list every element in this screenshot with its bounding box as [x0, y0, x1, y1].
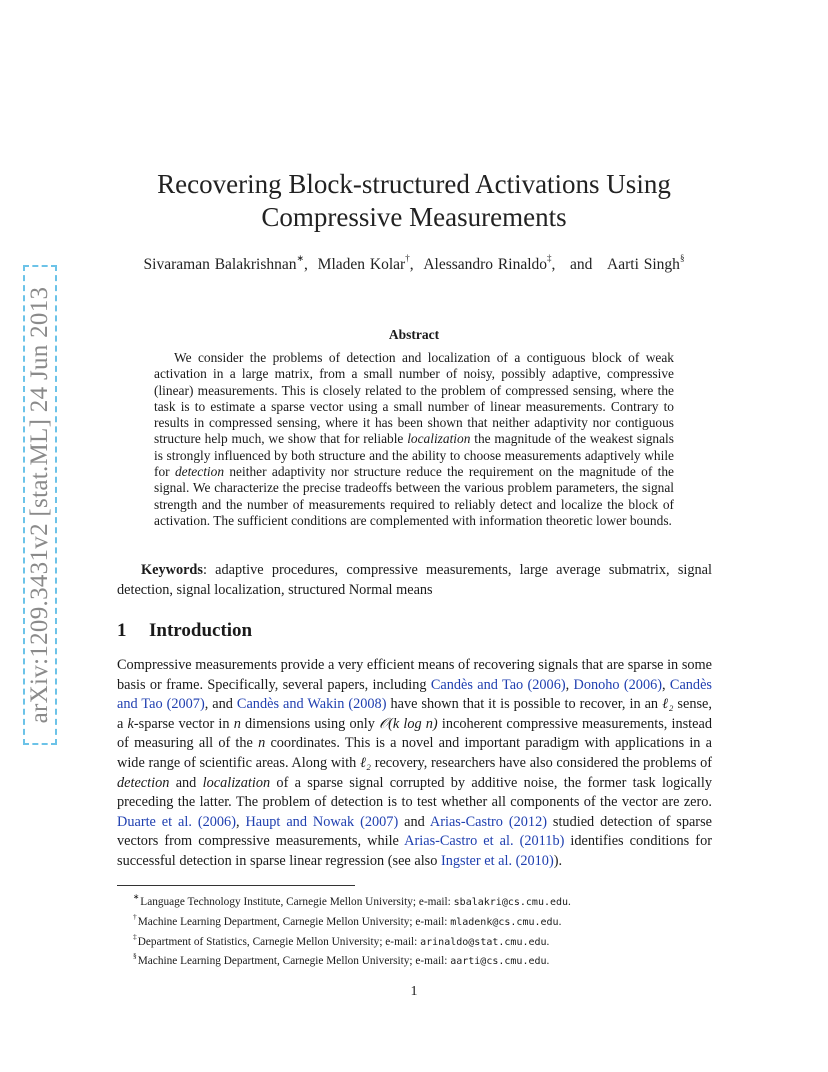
footnote-text: Machine Learning Department, Carnegie Mellon University; e-mail:: [137, 915, 451, 928]
footnote-email[interactable]: arinaldo@stat.cmu.edu: [420, 936, 547, 948]
citation-link[interactable]: Ingster et al. (2010): [440, 852, 554, 869]
abstract-text: We consider the problems of detection and localization of a contiguous block of weak activation in a large matrix, from a small number of noisy, possibly adaptive, compressive (linear) measurements. This is closely related to the problem of compressed sensing, where the task is to estimate a sparse vector using a small number of linear measurements. Contrary to results in compressed sensing, where it has been shown that neither adaptivity nor contiguous structure help much, we show that for reliable: [154, 350, 674, 447]
author-name: Mladen Kolar: [317, 256, 406, 274]
body-text: recovery, researchers have also considered the problems of: [371, 754, 712, 771]
footnote-end: .: [546, 955, 550, 968]
body-text: dimensions using only: [240, 715, 380, 732]
footnote-email[interactable]: aarti@cs.cmu.edu: [450, 956, 547, 968]
math-expression: 𝒪(k log n): [379, 715, 438, 732]
footnote-end: .: [568, 895, 571, 908]
footnote-item: [133, 890, 723, 910]
body-text: , and: [204, 696, 237, 713]
citation-link[interactable]: Candès and Tao (2007): [117, 676, 712, 713]
math-expression: ℓ₂: [359, 754, 372, 771]
citation-link[interactable]: Candès and Wakin (2008): [236, 696, 387, 713]
footnote-mark: ‡: [133, 931, 137, 941]
footnote-divider: [117, 885, 355, 886]
keywords-list: : adaptive procedures, compressive measurements, large average submatrix, signal detection, signal localization, structured Normal means: [117, 562, 712, 598]
footnote-item: [133, 949, 723, 969]
citation-link[interactable]: Candès and Tao (2006): [430, 676, 566, 693]
footnote-end: .: [558, 915, 562, 928]
citation-link[interactable]: Haupt and Nowak (2007): [245, 813, 399, 830]
footnote-mark: ∗: [133, 892, 140, 901]
math-expression: n: [258, 735, 266, 752]
author-list: Sivaraman Balakrishnan∗, Mladen Kolar†, Alessandro Rinaldo‡, and Aarti Singh§: [143, 253, 685, 274]
body-text: coordinates. This is a novel and important paradigm with applications in a wide range of scientific areas. Along with: [117, 735, 712, 771]
abstract-text: neither adaptivity nor structure reduce the requirement on the magnitude of the signal. We characterize the precise tradeoffs between the various problem parameters, the signal strength and the number of measurements required to reliably detect and localize the block of activation. The sufficient conditions are complemented with information theoretic lower bounds.: [154, 464, 674, 528]
math-expression: n: [233, 715, 241, 732]
introduction-paragraph: [117, 656, 712, 872]
keywords-paragraph: [117, 561, 712, 600]
keywords-label: Keywords: [141, 562, 203, 578]
body-text: ).: [553, 852, 563, 869]
author-footnote-mark[interactable]: ‡: [547, 253, 552, 263]
math-expression: k: [127, 715, 134, 732]
body-text: of a sparse signal corrupted by additive noise, the former task logically preceding the latter. The problem of detection is to test whether all components of the vector are zero.: [117, 774, 712, 811]
body-text: have shown that it is possible to recover, in an: [386, 696, 663, 713]
paper-title: [110, 168, 718, 234]
section-heading: [117, 620, 252, 642]
abstract-body: [154, 350, 674, 529]
author-conjunction: and: [570, 256, 593, 274]
footnote-text: Department of Statistics, Carnegie Mellon University; e-mail:: [137, 935, 421, 948]
abstract-emphasis: detection: [174, 464, 225, 480]
citation-link[interactable]: Arias-Castro et al. (2011b): [404, 833, 565, 850]
body-text: Compressive measurements provide a very efficient means of recovering signals that are sparse in some basis or frame. Specifically, several papers, including: [117, 657, 712, 693]
footnote-end: .: [546, 935, 550, 948]
math-expression: ℓ₂: [662, 696, 674, 713]
body-text: incoherent compressive measurements, instead of measuring all of the: [117, 715, 712, 752]
body-text: studied detection of sparse vectors from compressive measurements, while: [117, 813, 712, 850]
footnote-text: Machine Learning Department, Carnegie Mellon University; e-mail:: [137, 955, 451, 968]
citation-link[interactable]: Donoho (2006): [573, 676, 663, 693]
author-name: Aarti Singh: [607, 256, 680, 274]
abstract-emphasis: localization: [407, 431, 471, 447]
footnote-item: [133, 930, 723, 950]
section-title: Introduction: [149, 620, 253, 641]
page-number: 1: [410, 984, 418, 999]
emphasis-text: detection: [117, 774, 170, 791]
arxiv-identifier-stamp: arXiv:1209.3431v2 [stat.ML] 24 Jun 2013: [23, 265, 57, 745]
footnote-email[interactable]: sbalakri@cs.cmu.edu: [453, 896, 569, 908]
title-line-2: Compressive Measurements: [261, 202, 567, 232]
abstract-heading: Abstract: [388, 327, 440, 342]
body-text: ,: [565, 676, 574, 693]
body-text: -sparse vector in: [133, 715, 234, 732]
citation-link[interactable]: Duarte et al. (2006): [117, 813, 236, 830]
body-text: identifies conditions for successful detection in sparse linear regression (see also: [117, 833, 712, 869]
body-text: and: [169, 774, 203, 791]
abstract-text: the magnitude of the weakest signals is strongly influenced by both structure and the ability to choose measurements adaptively while for: [154, 431, 674, 480]
author-footnote-mark[interactable]: †: [405, 253, 410, 263]
footnote-list: [133, 890, 723, 969]
emphasis-text: localization: [202, 774, 271, 791]
footnote-mark: †: [133, 911, 137, 921]
body-text: ,: [662, 676, 670, 693]
body-text: and: [398, 813, 430, 830]
body-text: ,: [235, 813, 246, 830]
title-line-1: Recovering Block-structured Activations Using: [157, 169, 671, 199]
author-footnote-mark[interactable]: §: [679, 253, 685, 263]
citation-link[interactable]: Arias-Castro (2012): [429, 813, 547, 830]
author-footnote-mark[interactable]: ∗: [296, 253, 305, 263]
section-number: 1: [117, 620, 127, 641]
body-text: sense, a: [117, 696, 712, 732]
author-name: Alessandro Rinaldo: [423, 256, 548, 274]
author-name: Sivaraman Balakrishnan: [143, 256, 297, 274]
footnote-email[interactable]: mladenk@cs.cmu.edu: [450, 916, 559, 928]
footnote-item: [133, 910, 723, 930]
footnote-text: Language Technology Institute, Carnegie Mellon University; e-mail:: [140, 895, 454, 908]
footnote-mark: §: [133, 951, 137, 961]
